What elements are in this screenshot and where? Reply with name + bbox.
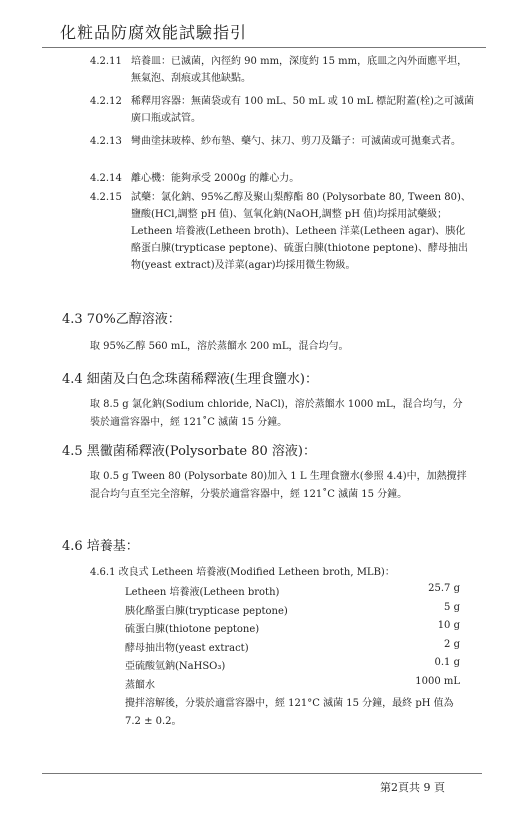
ingredient-name: 酵母抽出物(yeast extract) [125, 643, 249, 654]
material-item-number: 4.2.13 [90, 136, 122, 147]
section-heading: 4.6 培養基： [62, 539, 139, 554]
material-item-text: 離心機：能夠承受 2000g 的離心力。 [131, 173, 300, 184]
ingredient-row [125, 639, 460, 657]
section-body: 取 0.5 g Tween 80 (Polysorbate 80)加入 1 L 生理食鹽水(參照 4.4)中，加熱攪拌混合均勻直至完全溶解，分裝於適當容器中，經 121˚C 滅菌 15 分鐘。 [90, 471, 467, 500]
ingredient-name: 硫蛋白腖(thiotone peptone) [125, 624, 260, 635]
ingredient-name: 蒸餾水 [125, 680, 155, 691]
page-number: 第2頁共 9 頁 [380, 781, 445, 794]
material-item-text: 稀釋用容器：無菌袋或有 100 mL、50 mL 或 10 mL 標記附蓋(栓)之可滅菌廣口瓶或試管。 [131, 96, 474, 124]
ingredient-name: 胰化酪蛋白腖(trypticase peptone) [125, 606, 288, 617]
section-heading: 4.3 70%乙醇溶液： [62, 312, 181, 327]
material-item-text: 彎曲塗抹玻棒、紗布墊、藥勺、抹刀、剪刀及鑷子：可滅菌或可拋棄式者。 [131, 136, 461, 147]
material-item-number: 4.2.12 [90, 96, 122, 107]
section-body: 取 8.5 g 氯化鈉(Sodium chloride, NaCl)，溶於蒸餾水 1000 mL，混合均勻，分裝於適當容器中，經 121˚C 滅菌 15 分鐘。 [90, 399, 463, 428]
ingredient-amount: 10 g [437, 620, 460, 631]
ingredient-name: Letheen 培養液(Letheen broth) [125, 587, 280, 598]
section-heading: 4.5 黑黴菌稀釋液(Polysorbate 80 溶液)： [62, 444, 317, 459]
ingredient-row [125, 620, 460, 638]
ingredient-amount: 5 g [444, 602, 460, 613]
medium-instructions: 攪拌溶解後，分裝於適當容器中，經 121°C 滅菌 15 分鐘，最終 pH 值為 7.2 ± 0.2。 [125, 698, 454, 727]
header-divider [42, 47, 486, 48]
ingredient-amount: 25.7 g [428, 583, 460, 594]
ingredient-amount: 0.1 g [434, 657, 460, 668]
section-body: 取 95%乙醇 560 mL，溶於蒸餾水 200 mL，混合均勻。 [90, 341, 349, 352]
material-item-text: 試藥：氯化鈉、95%乙醇及聚山梨醇酯 80 (Polysorbate 80, Tween 80)、鹽酸(HCl,調整 pH 值)、氫氧化鈉(NaOH,調整 pH 值)均採用試藥級；Letheen 培養液(Letheen broth)、Letheen 洋菜(Letheen agar)、胰化酪蛋白腖(trypticase peptone)、硫蛋白腖(thiotone peptone)、酵母抽出物(yeast extract)及洋菜(agar)均採用微生物級。 [131, 192, 471, 271]
ingredient-amount: 2 g [444, 639, 460, 650]
material-item-number: 4.2.15 [90, 192, 122, 203]
ingredient-row [125, 583, 460, 601]
section-heading: 4.4 細菌及白色念珠菌稀釋液(生理食鹽水)： [62, 372, 318, 387]
ingredient-row [125, 602, 460, 620]
ingredient-row [125, 676, 460, 694]
material-item-number: 4.2.11 [90, 56, 122, 67]
page-header-title: 化粧品防腐效能試驗指引 [60, 23, 248, 42]
ingredient-name: 亞硫酸氫鈉(NaHSO₃) [125, 661, 226, 672]
footer-divider [42, 773, 482, 774]
material-item-text: 培養皿：已滅菌，內徑約 90 mm，深度約 15 mm，底皿之內外面應平坦，無氣泡、刮痕或其他缺點。 [131, 56, 468, 84]
medium-title: 4.6.1 改良式 Letheen 培養液(Modified Letheen broth, MLB)： [90, 567, 395, 578]
material-item-number: 4.2.14 [90, 173, 122, 184]
ingredient-row [125, 657, 460, 675]
ingredient-amount: 1000 mL [415, 676, 460, 687]
